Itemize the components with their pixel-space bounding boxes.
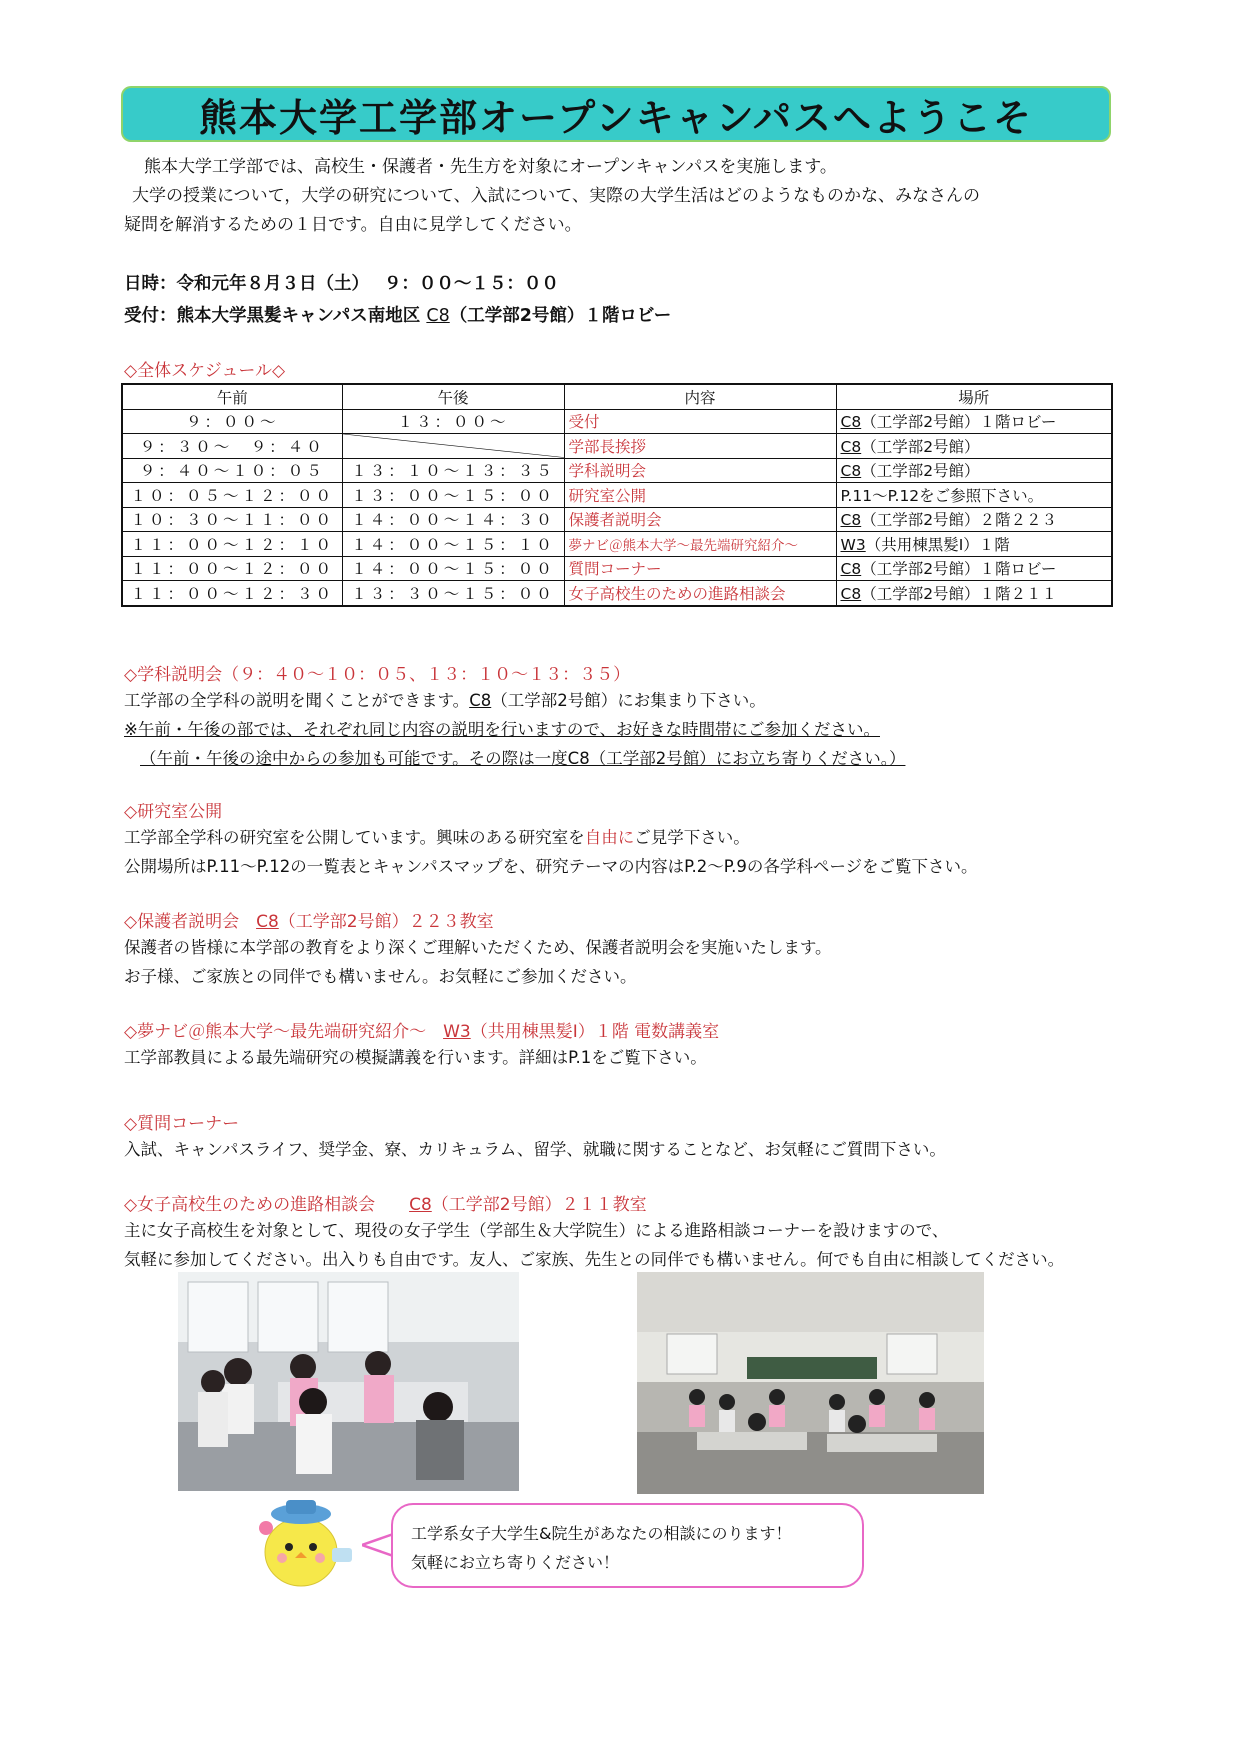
schedule-am: ９：３０〜 ９：４０ bbox=[122, 434, 342, 459]
schedule-pm: １４：００〜１５：１０ bbox=[342, 532, 564, 557]
schedule-am: １０：０５〜１２：００ bbox=[122, 483, 342, 508]
page-title: 熊本大学工学部オープンキャンパスへようこそ bbox=[199, 95, 1033, 140]
schedule-row bbox=[122, 581, 1112, 606]
girls-heading bbox=[124, 1190, 647, 1215]
schedule-row bbox=[122, 434, 1112, 459]
header-am: 午前 bbox=[122, 384, 342, 409]
parents-line-1: 保護者の皆様に本学部の教育をより深くご理解いただくため、保護者説明会を実施いたします。 bbox=[124, 938, 832, 957]
schedule-place-code: C8 bbox=[840, 437, 862, 456]
yumenavi-heading-pre: ◇夢ナビ＠熊本大学〜最先端研究紹介〜 bbox=[124, 1022, 444, 1042]
schedule-row bbox=[122, 458, 1112, 483]
schedule-table bbox=[121, 383, 1113, 607]
schedule-pm bbox=[342, 434, 564, 459]
schedule-place-text: P.11〜P.12をご参照下さい。 bbox=[840, 486, 1044, 505]
schedule-place-text: （工学部2号館） bbox=[861, 437, 980, 456]
lab-line-1-post: ご見学下さい。 bbox=[634, 828, 750, 847]
girls-line-2: 気軽に参加してください。出入りも自由です。友人、ご家族、先生との同伴でも構いません。何でも自由に相談してください。 bbox=[124, 1250, 1065, 1269]
girls-heading-pre: ◇女子高校生のための進路相談会 bbox=[124, 1195, 410, 1215]
lab-text bbox=[124, 823, 978, 881]
bubble-line-1: 工学系女子大学生&院生があなたの相談にのります！ bbox=[411, 1524, 792, 1543]
schedule-pm: １４：００〜１５：００ bbox=[342, 556, 564, 581]
schedule-event: 女子高校生のための進路相談会 bbox=[564, 581, 836, 606]
schedule-am: １１：００〜１２：００ bbox=[122, 556, 342, 581]
diagonal-slash bbox=[343, 434, 564, 458]
schedule-place-text: （工学部2号館）１階２１１ bbox=[861, 584, 1058, 603]
schedule-place bbox=[836, 458, 1112, 483]
schedule-place bbox=[836, 409, 1112, 434]
schedule-place bbox=[836, 507, 1112, 532]
schedule-place-code: W3 bbox=[840, 535, 866, 554]
reception-prefix: 受付：熊本大学黒髪キャンパス南地区 bbox=[124, 306, 427, 326]
lab-line-1-pre: 工学部全学科の研究室を公開しています。興味のある研究室を bbox=[124, 828, 585, 847]
yumenavi-heading-post: （共用棟黒髪Ⅰ）１階 電数講義室 bbox=[470, 1022, 720, 1042]
schedule-am: １１：００〜１２：３０ bbox=[122, 581, 342, 606]
speech-bubble bbox=[391, 1503, 864, 1588]
header-pm: 午後 bbox=[342, 384, 564, 409]
gakka-note-2: （午前・午後の途中からの参加も可能です。その際は一度C8（工学部2号館）にお立ち寄りください。） bbox=[140, 749, 906, 768]
photo-consultation-1-graphic bbox=[178, 1272, 519, 1491]
schedule-place-text: （工学部2号館）２階２２３ bbox=[861, 511, 1058, 530]
schedule-event: 学部長挨拶 bbox=[564, 434, 836, 459]
schedule-place-code: C8 bbox=[840, 560, 862, 579]
schedule-row bbox=[122, 507, 1112, 532]
schedule-place-text: （工学部2号館） bbox=[861, 462, 980, 481]
schedule-row bbox=[122, 556, 1112, 581]
title-banner bbox=[121, 86, 1111, 142]
schedule-place-text: （工学部2号館）１階ロビー bbox=[861, 560, 1057, 579]
schedule-row bbox=[122, 532, 1112, 557]
schedule-pm: １３：３０〜１５：００ bbox=[342, 581, 564, 606]
yumenavi-line-1: 工学部教員による最先端研究の模擬講義を行います。詳細はP.1をご覧下さい。 bbox=[124, 1048, 707, 1067]
date-line: 日時：令和元年８月３日（土） ９：００〜１５：００ bbox=[124, 274, 559, 294]
schedule-place-code: C8 bbox=[840, 511, 862, 530]
parents-line-2: お子様、ご家族との同伴でも構いません。お気軽にご参加ください。 bbox=[124, 967, 637, 986]
parents-text bbox=[124, 933, 832, 991]
parents-heading bbox=[124, 907, 494, 932]
schedule-am: １１：００〜１２：１０ bbox=[122, 532, 342, 557]
schedule-place bbox=[836, 532, 1112, 557]
gakka-text bbox=[124, 686, 905, 773]
schedule-event: 質問コーナー bbox=[564, 556, 836, 581]
schedule-event: 受付 bbox=[564, 409, 836, 434]
schedule-row bbox=[122, 483, 1112, 508]
reception-code: C8 bbox=[426, 306, 450, 326]
header-place: 場所 bbox=[836, 384, 1112, 409]
bubble-line-2: 気軽にお立ち寄りください！ bbox=[411, 1553, 620, 1572]
schedule-am: １０：３０〜１１：００ bbox=[122, 507, 342, 532]
gakka-line-1-code: C8 bbox=[469, 691, 492, 710]
schedule-place-text: （工学部2号館）１階ロビー bbox=[861, 413, 1057, 432]
lab-heading: ◇研究室公開 bbox=[124, 802, 223, 822]
photo-consultation-1 bbox=[178, 1272, 519, 1491]
photo-consultation-2 bbox=[637, 1272, 984, 1494]
schedule-pm: １３：１０〜１３：３５ bbox=[342, 458, 564, 483]
chick-mascot-icon bbox=[246, 1492, 356, 1592]
gakka-heading: ◇学科説明会（９：４０〜１０：０５、１３：１０〜１３：３５） bbox=[124, 665, 631, 685]
questions-line-1: 入試、キャンパスライフ、奨学金、寮、カリキュラム、留学、就職に関することなど、お気軽にご質問下さい。 bbox=[124, 1140, 946, 1159]
schedule-place bbox=[836, 581, 1112, 606]
gakka-line-1-post: （工学部2号館）にお集まり下さい。 bbox=[491, 691, 766, 710]
lab-line-1 bbox=[124, 823, 978, 852]
parents-heading-code: C8 bbox=[256, 912, 279, 932]
reception-line bbox=[124, 302, 671, 327]
schedule-pm: １３：００〜 bbox=[342, 409, 564, 434]
schedule-header-row bbox=[122, 384, 1112, 409]
intro-line-1: 熊本大学工学部では、高校生・保護者・先生方を対象にオープンキャンパスを実施します。 bbox=[144, 157, 837, 177]
schedule-event: 学科説明会 bbox=[564, 458, 836, 483]
lab-line-1-red: 自由に bbox=[584, 828, 635, 847]
schedule-event: 夢ナビ＠熊本大学〜最先端研究紹介〜 bbox=[564, 532, 836, 557]
schedule-place bbox=[836, 556, 1112, 581]
gakka-note-1: ※午前・午後の部では、それぞれ同じ内容の説明を行いますので、お好きな時間帯にご参加ください。 bbox=[124, 720, 880, 739]
schedule-am: ９：００〜 bbox=[122, 409, 342, 434]
girls-line-1: 主に女子高校生を対象として、現役の女子学生（学部生＆大学院生）による進路相談コーナーを設けますので、 bbox=[124, 1221, 949, 1240]
schedule-heading: ◇全体スケジュール◇ bbox=[124, 361, 286, 381]
intro-line-2: 大学の授業について，大学の研究について、入試について、実際の大学生活はどのようなものかな、みなさんの bbox=[132, 186, 980, 206]
schedule-event: 保護者説明会 bbox=[564, 507, 836, 532]
lab-line-2: 公開場所はP.11〜P.12の一覧表とキャンパスマップを、研究テーマの内容はP.2〜P.9の各学科ページをご覧下さい。 bbox=[124, 857, 978, 876]
parents-heading-post: （工学部2号館）２２３教室 bbox=[278, 912, 494, 932]
girls-heading-code: C8 bbox=[409, 1195, 432, 1215]
yumenavi-heading-code: W3 bbox=[443, 1022, 471, 1042]
schedule-pm: １３：００〜１５：００ bbox=[342, 483, 564, 508]
reception-suffix: （工学部2号館）１階ロビー bbox=[449, 306, 672, 326]
schedule-event: 研究室公開 bbox=[564, 483, 836, 508]
photo-consultation-2-graphic bbox=[637, 1272, 984, 1494]
schedule-place-code: C8 bbox=[840, 584, 862, 603]
schedule-am: ９：４０〜１０：０５ bbox=[122, 458, 342, 483]
schedule-place-text: （共用棟黒髪Ⅰ）１階 bbox=[865, 535, 1010, 554]
intro bbox=[124, 153, 1124, 240]
parents-heading-pre: ◇保護者説明会 bbox=[124, 912, 257, 932]
schedule-place-code: C8 bbox=[840, 462, 862, 481]
gakka-line-1-pre: 工学部の全学科の説明を聞くことができます。 bbox=[124, 691, 470, 710]
schedule-row bbox=[122, 409, 1112, 434]
schedule-place bbox=[836, 434, 1112, 459]
yumenavi-heading bbox=[124, 1017, 719, 1042]
header-content: 内容 bbox=[564, 384, 836, 409]
intro-line-3: 疑問を解消するための１日です。自由に見学してください。 bbox=[124, 215, 582, 235]
schedule-place bbox=[836, 483, 1112, 508]
girls-heading-post: （工学部2号館）２１１教室 bbox=[431, 1195, 647, 1215]
questions-heading: ◇質問コーナー bbox=[124, 1114, 240, 1134]
schedule-pm: １４：００〜１４：３０ bbox=[342, 507, 564, 532]
gakka-line-1 bbox=[124, 686, 905, 715]
girls-text bbox=[124, 1216, 1064, 1274]
schedule-place-code: C8 bbox=[840, 413, 862, 432]
chick-mascot bbox=[246, 1492, 356, 1592]
